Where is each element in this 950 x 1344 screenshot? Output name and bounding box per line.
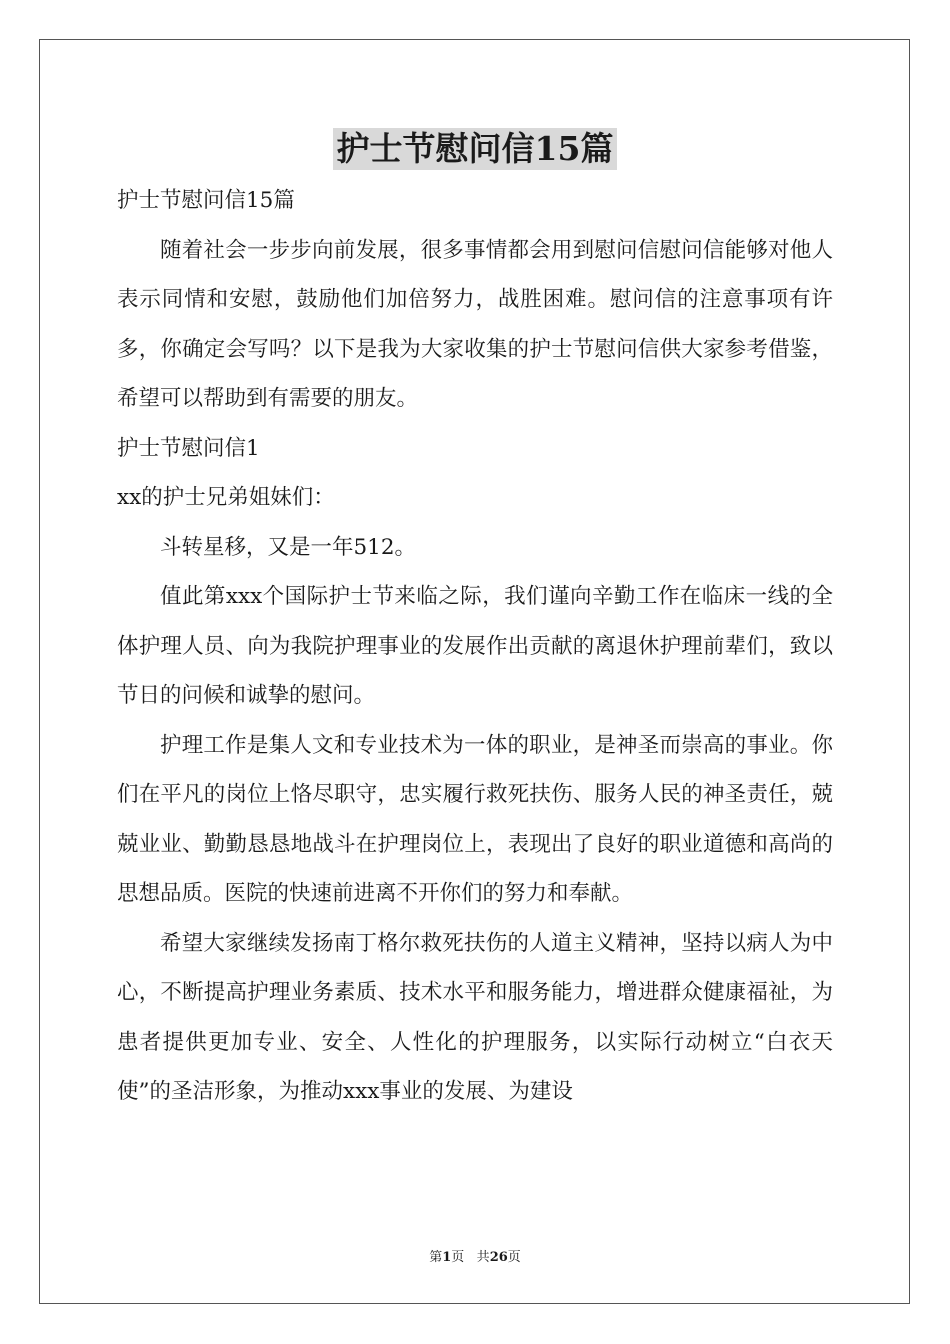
paragraph: 护士节慰问信15篇 xyxy=(117,188,295,213)
total-prefix: 共 xyxy=(476,1250,490,1265)
paragraph: 值此第xxx个国际护士节来临之际，我们谨向辛勤工作在临床一线的全体护理人员、向为我院护理事业的发展作出贡献的离退休护理前辈们，致以节日的问候和诚挚的慰问。 xyxy=(117,584,833,708)
title-block xyxy=(0,128,950,170)
paragraph: 斗转星移，又是一年512。 xyxy=(160,534,417,560)
page-total: 26 xyxy=(489,1250,508,1265)
document-body xyxy=(117,176,833,1117)
page-prefix: 第 xyxy=(429,1250,443,1265)
paragraph: xx的护士兄弟姐妹们： xyxy=(117,485,335,510)
total-unit: 页 xyxy=(507,1250,521,1265)
document-title: 护士节慰问信15篇 xyxy=(333,128,618,170)
paragraph: 护士节慰问信1 xyxy=(117,435,260,461)
paragraph: 随着社会一步步向前发展，很多事情都会用到慰问信慰问信能够对他人表示同情和安慰，鼓励他们加倍努力，战胜困难。慰问信的注意事项有许多，你确定会写吗？以下是我为大家收集的护士节慰问信供大家参考借鉴，希望可以帮助到有需要的朋友。 xyxy=(117,237,833,411)
paragraph: 希望大家继续发扬南丁格尔救死扶伤的人道主义精神，坚持以病人为中心，不断提高护理业务素质、技术水平和服务能力，增进群众健康福祉，为患者提供更加专业、安全、人性化的护理服务，以实际行动树立“白衣天使”的圣洁形象，为推动xxx事业的发展、为建设 xyxy=(117,930,833,1104)
page-footer xyxy=(0,1249,950,1267)
paragraph: 护理工作是集人文和专业技术为一体的职业，是神圣而崇高的事业。你们在平凡的岗位上恪尽职守，忠实履行救死扶伤、服务人民的神圣责任，兢兢业业、勤勤恳恳地战斗在护理岗位上，表现出了良好的职业道德和高尚的思想品质。医院的快速前进离不开你们的努力和奉献。 xyxy=(117,732,833,906)
page-unit: 页 xyxy=(451,1250,465,1265)
page-number: 1 xyxy=(442,1250,452,1265)
